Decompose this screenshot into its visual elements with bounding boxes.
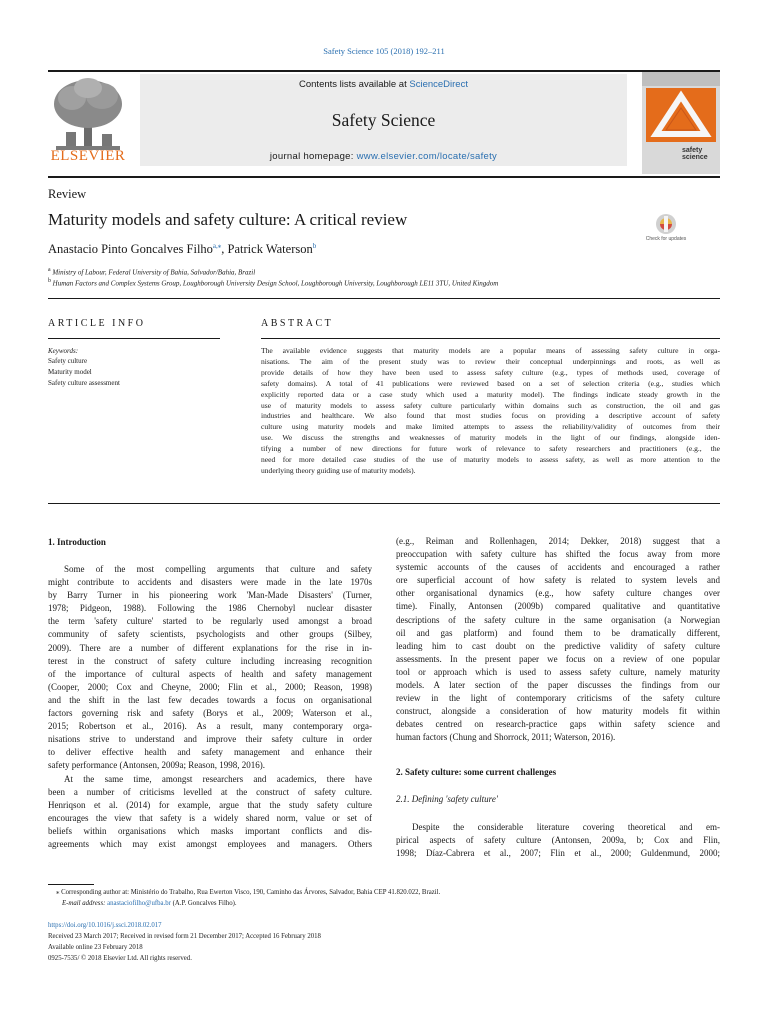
body-line: (Cooper, 2000; Cox and Cheyne, 2000; Flin et al., 2000; Reason, 1998)	[48, 681, 372, 692]
body-line: preoccupation with safety culture has shifted the focus away from more	[396, 549, 720, 560]
body-line: time). Finally, Antonsen (2009b) compared qualitative and quantitative	[396, 601, 720, 612]
body-line: encourages the view that safety is a widely shared norm, value or set of	[48, 812, 372, 823]
author-1[interactable]: Anastacio Pinto Goncalves Filho	[48, 242, 213, 257]
body-line: 2009). There are a number of different explanations for the rise in in-	[48, 642, 372, 653]
body-line: 1998; Díaz-Cabrera et al., 2007; Flin et al., 2000; Guldenmund, 2000;	[396, 848, 720, 859]
abstract-line: provide details of how they have been used to assess safety culture (e.g., types of methods used, coverage of	[261, 367, 720, 377]
abstract-line: industries and healthcare. We also found that most studies focus on providing a descriptive account of safety	[261, 411, 720, 421]
body-line: Despite the considerable literature covering theoretical and em-	[412, 822, 720, 832]
body-line: agreements which may exist amongst employees and managers. Others	[48, 838, 372, 849]
body-line: oil and gas platform) and found them to be dramatically different,	[396, 627, 720, 638]
abstract-line: explicitly reported data or a case study which used a maturity model). The findings indicate steady growth in the	[261, 389, 720, 399]
email-label: E-mail address:	[62, 900, 108, 907]
abstract-line: use. We discuss the strengths and weaknesses of maturity models in the light of our findings, alongside iden-	[261, 433, 720, 443]
body-line: 2015; Robertson et al., 2016). As a result, many contemporary orga-	[48, 721, 372, 732]
body-line: (e.g., Reiman and Rollenhagen, 2014; Dekker, 2018) suggest that a	[396, 536, 720, 546]
journal-title: Safety Science	[331, 110, 436, 130]
keywords-label: Keywords:	[48, 347, 79, 355]
body-line: 1978; Pidgeon, 1988). Following the 1986 Chernobyl nuclear disaster	[48, 603, 372, 614]
body-line: leading him to cast doubt on the predictive validity of safety culture	[396, 640, 720, 651]
body-line: tool or approach which is used to assess safety culture, namely maturity	[396, 666, 720, 677]
doi-link[interactable]: https://doi.org/10.1016/j.ssci.2018.02.017	[48, 922, 162, 929]
affil-b-text: Human Factors and Complex Systems Group, Loughborough University Design School, Loughborough University, Loughborough LE11 3TU, United Kingdom	[52, 279, 499, 288]
article-info-heading: ARTICLE INFO	[48, 318, 146, 329]
body-line: construct, alongside a consideration of how maturity models fit within	[396, 706, 720, 717]
homepage-line	[140, 151, 627, 162]
footnote-rule	[48, 884, 94, 885]
section2-paragraph-1	[396, 821, 720, 860]
body-line: safety performance (Antonsen, 2009a; Reason, 1998, 2016).	[48, 760, 265, 771]
contents-prefix: Contents lists available at	[299, 79, 410, 90]
author-1-affil-marker[interactable]: a,⁎	[212, 242, 222, 250]
abstract-heading: ABSTRACT	[261, 318, 334, 329]
body-line: of the importance of cultural aspects of health and safety management	[48, 668, 372, 679]
abstract-line: tifying a number of new directions for future work of relevance to safety researchers and practitioners (e.g., the	[261, 444, 720, 454]
body-line: been a number of criticisms levelled at the construct of safety culture.	[48, 786, 372, 797]
body-line: to deliver effective health and safety management and enhance their	[48, 747, 372, 758]
article-type: Review	[48, 187, 87, 201]
abstract-line: safety domains). A total of 41 publications were reviewed based on a set of selection criteria (e.g., studies which	[261, 378, 720, 388]
body-line: factors governing risk and safety (Borys et al., 2009; Waterson et al.,	[48, 708, 372, 719]
body-line: by Barry Turner in his pioneering work 'Man-Made Disasters' (Turner,	[48, 590, 372, 601]
abstract-line: culture using maturity models and make limited attempts to assess the reliability/validity of outcomes from their	[261, 422, 720, 432]
body-line: the term 'safety culture' started to be regularly used amongst a broad	[48, 616, 372, 627]
journal-citation[interactable]: Safety Science 105 (2018) 192–211	[323, 46, 445, 56]
affil-a-marker: a	[48, 267, 51, 273]
body-line: ore superficial account of how safety is related to system levels and	[396, 575, 720, 586]
body-line: community of safety scientists, psychologists and other groups (Silbey,	[48, 629, 372, 640]
affil-b-marker: b	[48, 278, 51, 284]
subsection-heading-defining: 2.1. Defining 'safety culture'	[396, 794, 498, 804]
body-line: At the same time, amongst researchers and academics, there have	[64, 773, 372, 784]
copyright: 0925-7535/ © 2018 Elsevier Ltd. All rights reserved.	[48, 955, 192, 962]
email-note	[62, 900, 237, 907]
section-heading-introduction: 1. Introduction	[48, 537, 106, 547]
abstract-line: use of maturity models to assess safety culture particularly within domains such as construction, the oil and gas	[261, 400, 720, 410]
body-line: nisations strive to understand and improve their safety culture in order	[48, 734, 372, 745]
author-2[interactable]: Patrick Waterson	[227, 242, 313, 257]
abstract-line: The available evidence suggests that maturity models are a popular means of assessing safety culture in orga-	[261, 346, 720, 355]
body-line: models. A later section of the paper discusses the findings from our	[396, 680, 720, 691]
keyword-item: Maturity model	[48, 368, 92, 376]
contents-line	[140, 79, 627, 90]
masthead-top-rule	[48, 70, 720, 72]
abstract-line: underlying theory guiding use of maturity models).	[261, 465, 416, 475]
intro-paragraph-3	[396, 535, 720, 745]
homepage-link[interactable]: www.elsevier.com/locate/safety	[356, 151, 498, 162]
body-line: debates centred on research-practice gaps within safety science and	[396, 719, 720, 730]
affil-a-text: Ministry of Labour, Federal University of Bahia, Salvador/Bahia, Brazil	[52, 268, 256, 277]
abstract-bottom-rule	[48, 503, 720, 504]
author-2-affil-marker[interactable]: b	[312, 242, 317, 250]
body-line: terest in the construct of safety culture including increasing recognition	[48, 655, 372, 666]
publisher-wordmark: ELSEVIER	[50, 148, 126, 164]
intro-paragraph-1	[48, 563, 372, 851]
keyword-item: Safety culture	[48, 357, 88, 365]
abstract-line: need for more detailed case studies of the use of maturity models to assess safety, as well as more attention to the	[261, 455, 720, 465]
sciencedirect-link[interactable]: ScienceDirect	[409, 79, 468, 90]
body-line: review in the light of contemporary criticisms of the safety culture	[396, 693, 720, 704]
received-dates: Received 23 March 2017; Received in revised form 21 December 2017; Accepted 16 February 2018	[48, 933, 321, 940]
abstract-line: nisations. The aim of the present study was to review their conceptual underpinnings and roots, as well as	[261, 356, 720, 366]
body-line: Some of the most compelling arguments that culture and safety	[64, 564, 372, 574]
section-heading-safety-culture: 2. Safety culture: some current challenges	[396, 767, 557, 777]
body-line: pirical aspects of safety culture (Antonsen, 2009a, b; Cox and Flin,	[396, 835, 720, 846]
affiliation-a	[48, 267, 255, 276]
email-suffix: (A.P. Goncalves Filho).	[170, 900, 237, 907]
body-line: Henriqson et al. (2014) for example, argue that the study safety culture	[48, 799, 372, 810]
affiliation-b	[48, 278, 498, 287]
body-line: beliefs within organisations which masks important conflicts and dis-	[48, 825, 372, 836]
body-line: descriptions of the safety culture in the same organisation (a Norwegian	[396, 614, 720, 625]
authors-line	[48, 242, 316, 257]
email-link[interactable]: anastaciofilho@ufba.br	[107, 900, 171, 907]
info-top-rule	[48, 298, 720, 299]
online-date: Available online 23 February 2018	[48, 944, 143, 951]
body-line: systemic accounts of the causes of accidents and encouraged a rather	[396, 562, 720, 573]
body-line: human factors (Chung and Shorrock, 2011; Waterson, 2016).	[396, 732, 616, 743]
article-title: Maturity models and safety culture: A critical review	[48, 210, 408, 229]
abstract-rule	[261, 338, 720, 339]
body-line: other organisational dynamics (e.g., how safety culture changes over	[396, 588, 720, 599]
keyword-item: Safety culture assessment	[48, 379, 120, 387]
body-line: might contribute to accidents and disasters were made in the late 1970s	[48, 577, 372, 588]
check-for-updates-label[interactable]: Check for updates	[645, 236, 687, 242]
body-line: assessments. In the present paper we focus on a review of one popular	[396, 653, 720, 664]
masthead-bottom-rule	[48, 176, 720, 178]
homepage-prefix: journal homepage:	[269, 151, 357, 162]
article-info-rule	[48, 338, 220, 339]
corresponding-author-note: ⁎ Corresponding author at: Ministério do Trabalho, Rua Ewerton Visco, 190, Caminho das Árvores, Salvador, Bahia CEP 41.820.022, Brazil.	[56, 889, 441, 896]
journal-cover-title: safety science	[682, 147, 708, 161]
abstract-text	[261, 346, 720, 477]
author-separator: ,	[221, 242, 228, 257]
body-line: and the shift in the last few decades towards a focus on organisational	[48, 694, 372, 705]
